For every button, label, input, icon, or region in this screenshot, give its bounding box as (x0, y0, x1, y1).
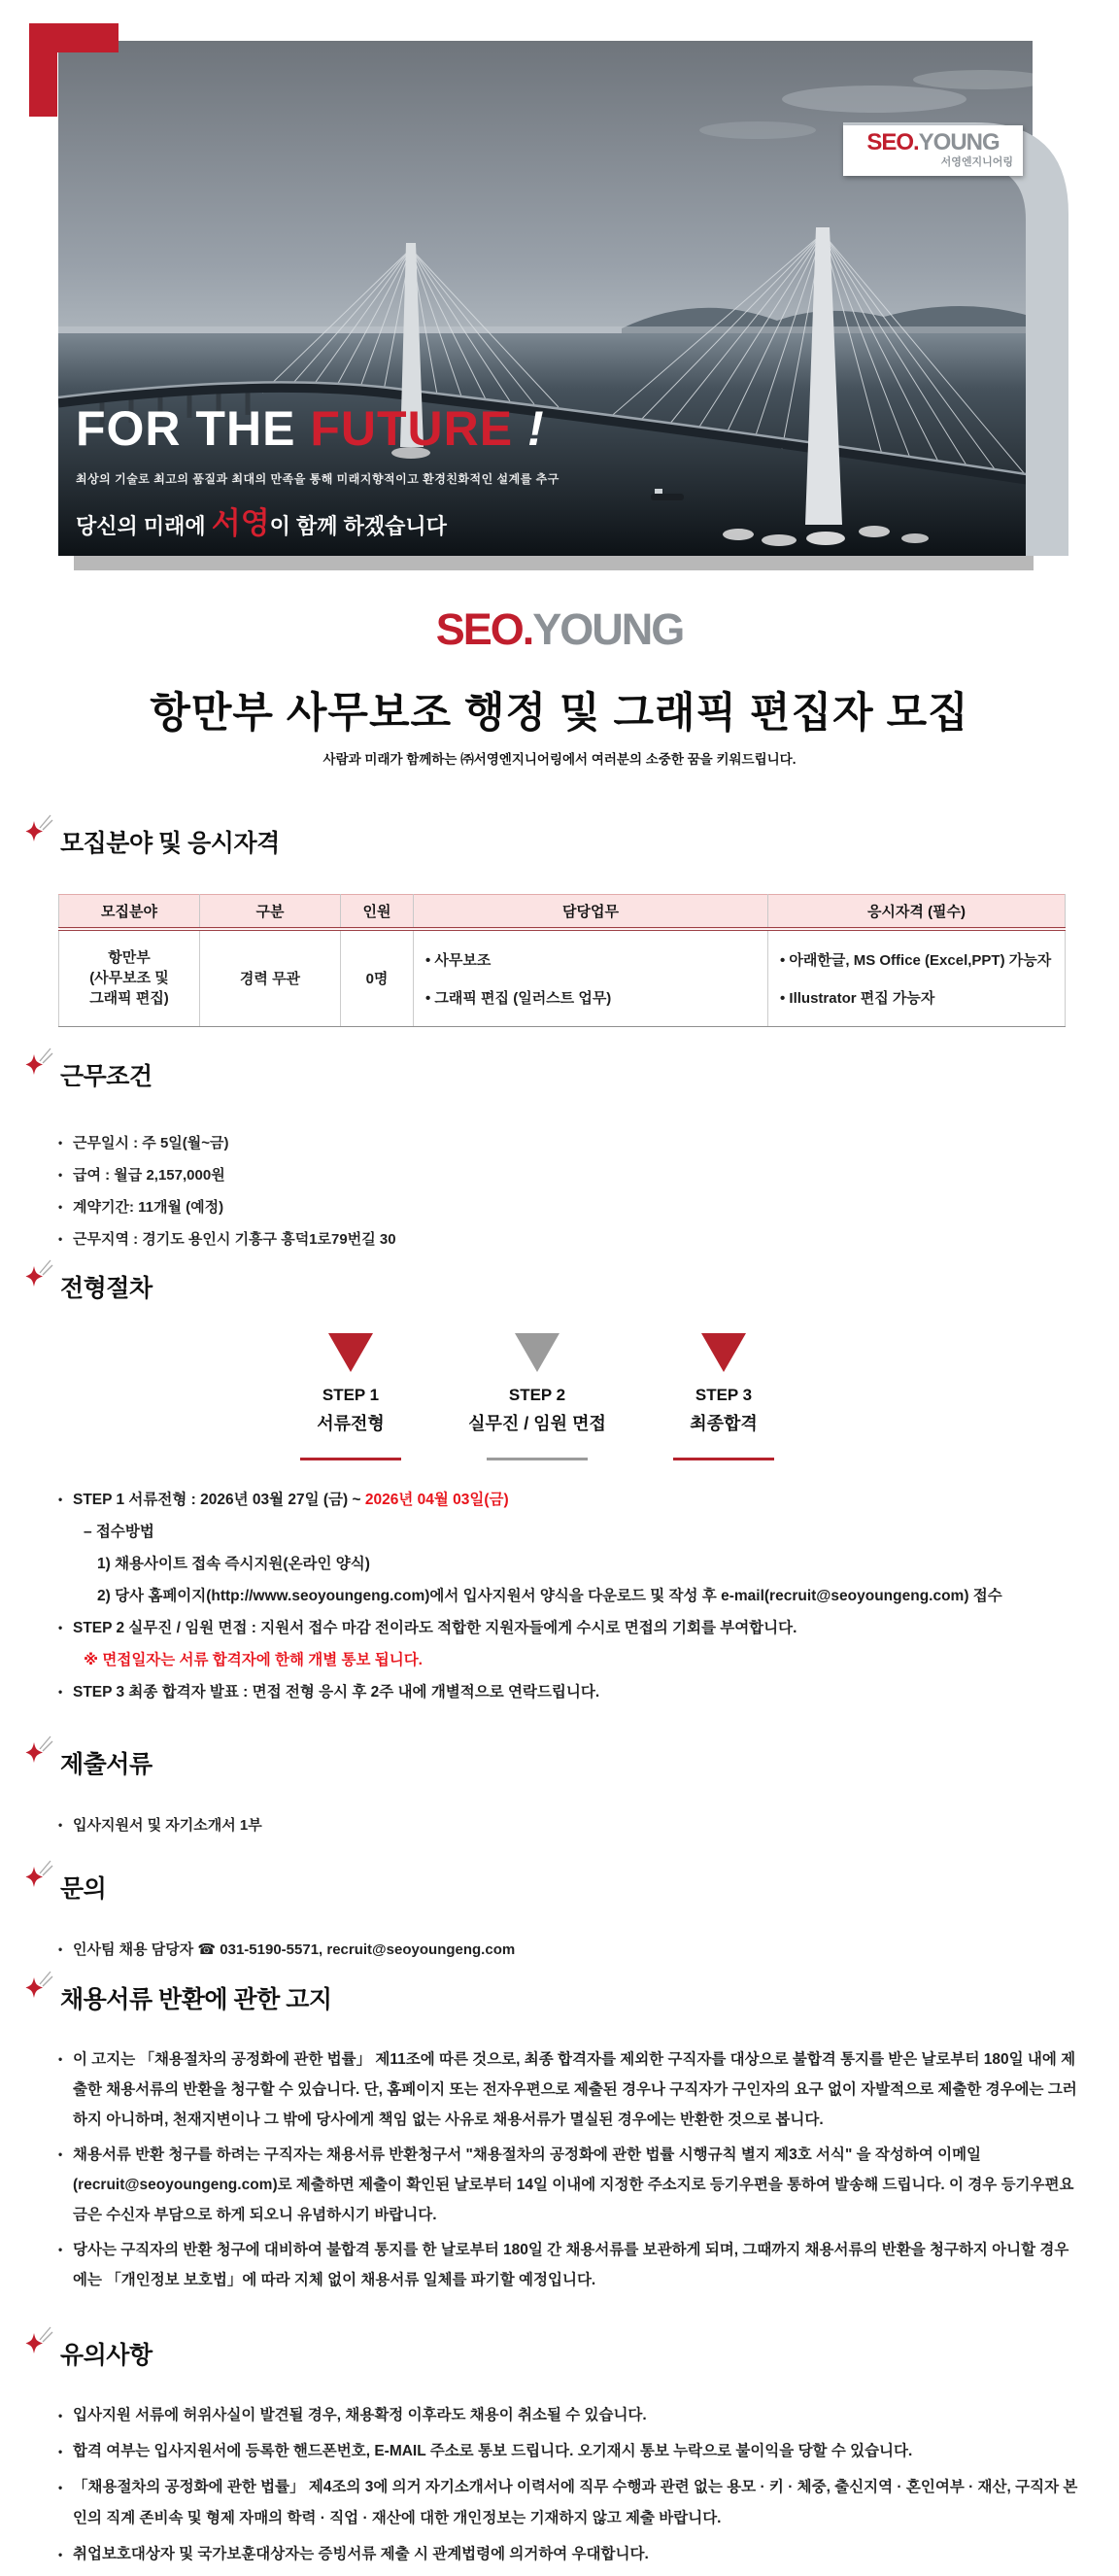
caution-list (58, 2400, 1080, 2570)
section-header (51, 2340, 1080, 2371)
conditions-list (58, 1127, 1080, 1255)
method-item: 1) 채용사이트 접속 즉시지원(온라인 양식) (97, 1556, 370, 1572)
sparkle-icon (25, 814, 54, 847)
col-header-field: 모집분야 (59, 895, 200, 930)
company-name: 서영엔지니어링 (940, 156, 1013, 168)
cell-field: 항만부 (사무보조 및 그래픽 편집) (59, 929, 200, 1026)
photo-shadow (74, 556, 1034, 570)
triangle-down-icon (328, 1333, 373, 1372)
sparkle-icon (25, 1735, 54, 1769)
hero-caption (76, 402, 560, 542)
cell-headcount: 0명 (341, 929, 414, 1026)
section-title: 제출서류 (60, 1751, 153, 1778)
slogan-accent: FUTURE (310, 401, 514, 456)
company-logo: SEO.YOUNG (866, 129, 1000, 155)
caution-item: • 합격 여부는 입사지원서에 등록한 핸드폰번호, E-MAIL 주소로 통보 드립니다. 오기재시 통보 누락으로 불이익을 당할 수 있습니다. (58, 2436, 1080, 2467)
notice-paragraph: • 이 고지는 「채용절차의 공정화에 관한 법률」 제11조에 따른 것으로, 최종 합격자를 제외한 구직자를 대상으로 불합격 통지를 받은 날로부터 180일 내에 제출한 채용서류의 반환을 청구할 수 있습니다. 단, 홈페이지 또는 전자우편으로 제출된 경우나 구직자가 구인자의 요구 없이 자발적으로 제출한 경우에는 그러하지 아니하며, 천재지변이나 그 밖에 당사에게 책임 없는 사유로 채용서류가 멸실된 경우에는 반환한 것으로 봅니다. (58, 2044, 1080, 2135)
page-title: 항만부 사무보조 행정 및 그래픽 편집자 모집 (150, 690, 969, 737)
sparkle-icon (25, 1048, 54, 1081)
col-header-headcount: 인원 (341, 895, 414, 930)
section-header (51, 1061, 1080, 1092)
triangle-down-icon (701, 1333, 746, 1372)
documents-list (58, 1809, 1080, 1841)
step3-detail: • STEP 3 최종 합격자 발표 : 면접 전형 응시 후 2주 내에 개별적으로 연락드립니다. (58, 1676, 1080, 1708)
col-header-duties: 담당업무 (414, 895, 768, 930)
section-title: 문의 (60, 1875, 107, 1903)
section-title: 근무조건 (60, 1063, 153, 1090)
list-item: • 근무지역 : 경기도 용인시 기흥구 흥덕1로79번길 30 (58, 1223, 1080, 1255)
process-steps (51, 1333, 1080, 1460)
section-title: 전형절차 (60, 1275, 153, 1302)
company-logo-box (843, 125, 1023, 176)
sparkle-icon (25, 1259, 54, 1292)
center-brand-logo: SEO.YOUNG (435, 604, 684, 654)
col-header-qualifications: 응시자격 (필수) (768, 895, 1066, 930)
tagline-accent: 서영 (211, 506, 270, 540)
caution-item: • 「채용절차의 공정화에 관한 법률」 제4조의 3에 의거 자기소개서나 이력서에 직무 수행과 관련 없는 용모 · 키 · 체중, 출신지역 · 혼인여부 · 재산, 구직자 본인의 직계 존비속 및 형제 자매의 학력 · 직업 · 재산에 대한 개인정보는 기재하지 않고 제출 바랍니다. (58, 2472, 1080, 2534)
sparkle-icon (25, 1971, 54, 2004)
notice-paragraph: • 채용서류 반환 청구를 하려는 구직자는 채용서류 반환청구서 "채용절차의 공정화에 관한 법률 시행규칙 별지 제3호 서식" 을 작성하여 이메일(recruit@seoyoungeng.com)로 제출하면 제출이 확인된 날로부터 14일 이내에 지정한 주소지로 등기우편을 통하여 발송해 드립니다. 이 경우 등기우편요금은 수신자 부담으로 하게 되오니 유념하시기 바랍니다. (58, 2140, 1080, 2230)
section-process (51, 1273, 1080, 1708)
section-documents (51, 1749, 1080, 1841)
section-header (51, 1749, 1080, 1780)
list-item: • 급여 : 월급 2,157,000원 (58, 1159, 1080, 1191)
table-row (59, 929, 1066, 1026)
hero-banner (0, 0, 1119, 583)
cell-qualifications: • 아래한글, MS Office (Excel,PPT) 가능자 • Illustrator 편집 가능자 (768, 929, 1066, 1026)
caution-item: • 취업보호대상자 및 국가보훈대상자는 증빙서류 제출 시 관계법령에 의거하여 우대합니다. (58, 2539, 1080, 2570)
step-underline (673, 1458, 774, 1460)
contact-list (58, 1934, 1080, 1966)
step2-detail: • STEP 2 실무진 / 임원 면접 : 지원서 접수 마감 전이라도 적합한 지원자들에게 수시로 면접의 기회를 부여합니다. (58, 1612, 1080, 1644)
section-caution (51, 2340, 1080, 2570)
method-label: – 접수방법 (84, 1524, 154, 1540)
section-header (51, 1873, 1080, 1905)
list-item: • 근무일시 : 주 5일(월~금) (58, 1127, 1080, 1159)
step1-detail: • STEP 1 서류전형 : 2026년 03월 27일 (금) ~ 2026년 04월 03일(금) (58, 1484, 1080, 1516)
process-details (58, 1484, 1080, 1708)
notice-paragraphs (58, 2044, 1080, 2295)
process-step-2: STEP 2 실무진 / 임원 면접 (444, 1333, 630, 1460)
section-header (51, 828, 1080, 859)
section-title: 유의사항 (60, 2342, 153, 2369)
section-title: 채용서류 반환에 관한 고지 (60, 1986, 332, 2013)
section-title: 모집분야 및 응시자격 (60, 830, 280, 857)
section-conditions (51, 1061, 1080, 1255)
section-header (51, 1984, 1080, 2015)
hero-slogan: FOR THE FUTURE ! (76, 401, 545, 456)
step-underline (487, 1458, 588, 1460)
hero-tagline: 당신의 미래에 서영이 함께 하겠습니다 (76, 506, 447, 540)
interview-note: ※ 면접일자는 서류 합격자에 한해 개별 통보 됩니다. (84, 1652, 423, 1668)
section-return-notice (51, 1984, 1080, 2295)
list-item: • 계약기간: 11개월 (예정) (58, 1191, 1080, 1223)
triangle-down-icon (515, 1333, 560, 1372)
col-header-type: 구분 (200, 895, 341, 930)
sparkle-icon (25, 1860, 54, 1893)
caution-item: • 입사지원 서류에 허위사실이 발견될 경우, 채용확정 이후라도 채용이 취소될 수 있습니다. (58, 2400, 1080, 2431)
cell-type: 경력 무관 (200, 929, 341, 1026)
notice-paragraph: • 당사는 구직자의 반환 청구에 대비하여 불합격 통지를 한 날로부터 180일 간 채용서류를 보관하게 되며, 그때까지 채용서류의 반환을 청구하지 아니할 경우에는 「개인정보 보호법」에 따라 지체 없이 채용서류 일체를 파기할 예정입니다. (58, 2235, 1080, 2295)
process-step-1: STEP 1 서류전형 (257, 1333, 444, 1460)
hero-description: 최상의 기술로 최고의 품질과 최대의 만족을 통해 미래지향적이고 환경친화적인 설계를 추구 (76, 472, 560, 486)
method-item: 2) 당사 홈페이지(http://www.seoyoungeng.com)에서 입사지원서 양식을 다운로드 및 작성 후 e-mail(recruit@seoyoungeng.com) 접수 (97, 1588, 1002, 1604)
section-contact (51, 1873, 1080, 1966)
table-header-row (59, 895, 1066, 930)
contact-info: • 인사팀 채용 담당자 ☎ 031-5190-5571, recruit@seoyoungeng.com (58, 1934, 1080, 1966)
list-item: • 입사지원서 및 자기소개서 1부 (58, 1809, 1080, 1841)
recruitment-table (58, 894, 1066, 1027)
process-step-3: STEP 3 최종합격 (630, 1333, 817, 1460)
red-corner-accent (29, 23, 57, 117)
deadline-date: 2026년 04월 03일(금) (364, 1492, 509, 1508)
page-subtitle: 사람과 미래가 함께하는 ㈜서영엔지니어링에서 여러분의 소중한 꿈을 키워드립니다. (322, 752, 797, 767)
step-underline (300, 1458, 401, 1460)
section-recruitment (51, 828, 1080, 1027)
sparkle-icon (25, 2326, 54, 2359)
section-header (51, 1273, 1080, 1304)
cell-duties: • 사무보조 • 그래픽 편집 (일러스트 업무) (414, 929, 768, 1026)
